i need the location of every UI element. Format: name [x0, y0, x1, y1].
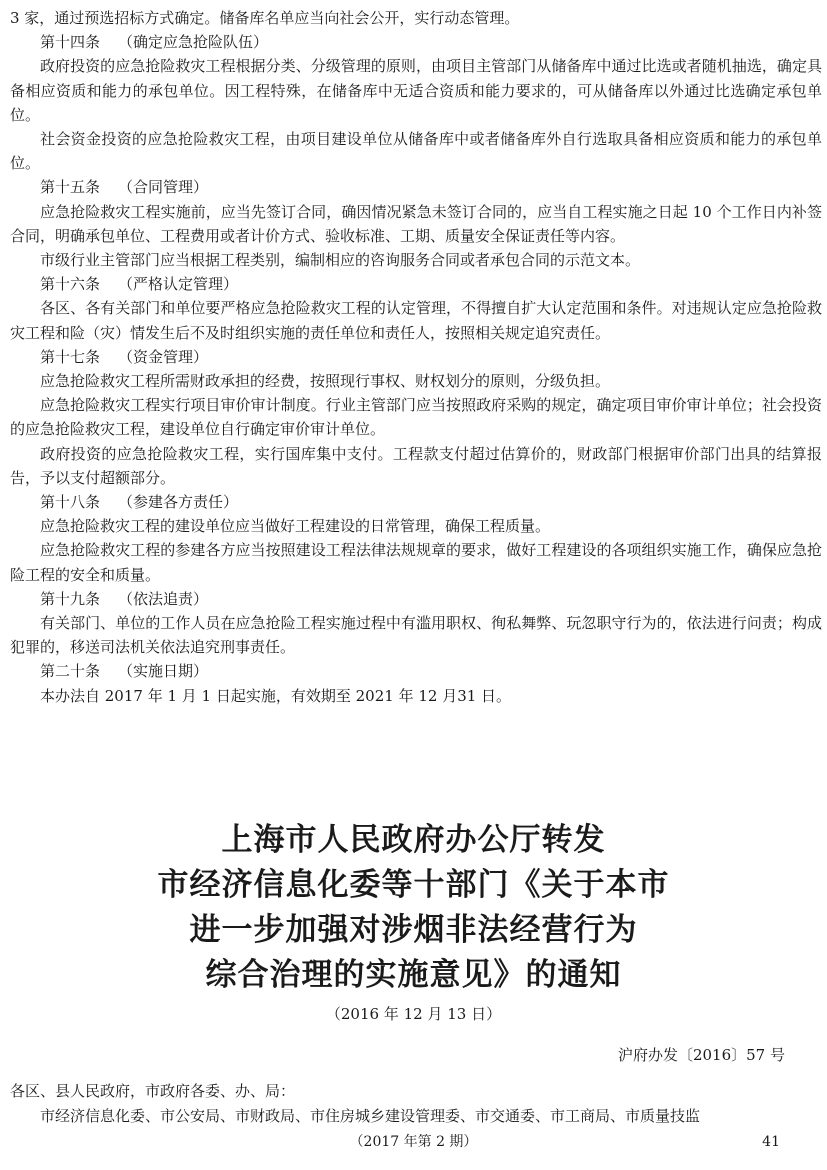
- issue-footer: （2017 年第 2 期）: [349, 1134, 478, 1150]
- addressee-line: 各区、县人民政府，市政府各委、办、局：: [10, 1082, 296, 1100]
- article-number: 第十六条: [40, 275, 101, 294]
- article-number: 第十五条: [40, 178, 101, 197]
- article-title: （确定应急抢险队伍）: [118, 33, 269, 52]
- article-title: （严格认定管理）: [118, 275, 239, 294]
- regulation-body: [10, 6, 822, 708]
- recipient-list-line: 市经济信息化委、市公安局、市财政局、市住房城乡建设管理委、市交通委、市工商局、市质量技监: [40, 1107, 701, 1125]
- article-paragraph: 政府投资的应急抢险救灾工程根据分类、分级管理的原则，由项目主管部门从储备库中通过比选或者随机抽选，确定具备相应资质和能力的承包单位。因工程特殊，在储备库中无适合资质和能力要求的，可从储备库以外通过比选确定承包单位。: [10, 57, 822, 124]
- article-heading: [10, 272, 822, 296]
- article-paragraph: 应急抢险救灾工程的参建各方应当按照建设工程法律法规规章的要求，做好工程建设的各项组织实施工作，确保应急抢险工程的安全和质量。: [10, 541, 822, 584]
- article-heading: [10, 490, 822, 514]
- article-paragraph: 社会资金投资的应急抢险救灾工程，由项目建设单位从储备库中或者储备库外自行选取具备相应资质和能力的承包单位。: [10, 130, 822, 173]
- notice-title-line-4: 综合治理的实施意见》的通知: [205, 957, 622, 993]
- article-number: 第十九条: [40, 589, 101, 608]
- article-heading: [10, 659, 822, 683]
- article-number: 第十七条: [40, 347, 101, 366]
- article-title: （合同管理）: [118, 178, 209, 197]
- document-number: 沪府办发〔2016〕57 号: [617, 1046, 785, 1064]
- article-title: （资金管理）: [118, 347, 209, 366]
- article-paragraph: 各区、各有关部门和单位要严格应急抢险救灾工程的认定管理，不得擅自扩大认定范围和条件。对违规认定应急抢险救灾工程和险（灾）情发生后不及时组织实施的责任单位和责任人，按照相关规定追究责任。: [10, 299, 822, 342]
- article-title: （实施日期）: [118, 662, 209, 681]
- continuation-paragraph: 3 家，通过预选招标方式确定。储备库名单应当向社会公开，实行动态管理。: [10, 9, 520, 27]
- article-paragraph: 政府投资的应急抢险救灾工程，实行国库集中支付。工程款支付超过估算价的，财政部门根据审价部门出具的结算报告，予以支付超额部分。: [10, 444, 822, 487]
- article-paragraph: 应急抢险救灾工程实行项目审价审计制度。行业主管部门应当按照政府采购的规定，确定项目审价审计单位；社会投资的应急抢险救灾工程，建设单位自行确定审价审计单位。: [10, 396, 822, 439]
- notice-title-line-2: 市经济信息化委等十部门《关于本市: [157, 867, 670, 903]
- article-list: [10, 30, 822, 708]
- article-number: 第十八条: [40, 493, 101, 512]
- notice-title-line-1: 上海市人民政府办公厅转发: [221, 822, 606, 858]
- article-number: 第十四条: [40, 33, 101, 52]
- article-paragraph: 本办法自 2017 年 1 月 1 日起实施，有效期至 2021 年 12 月31 日。: [40, 686, 512, 705]
- article-paragraph: 应急抢险救灾工程的建设单位应当做好工程建设的日常管理，确保工程质量。: [40, 517, 551, 536]
- article-paragraph: 市级行业主管部门应当根据工程类别，编制相应的咨询服务合同或者承包合同的示范文本。: [40, 251, 641, 270]
- article-paragraph: 应急抢险救灾工程所需财政承担的经费，按照现行事权、财权划分的原则，分级负担。: [40, 372, 611, 391]
- article-title: （参建各方责任）: [118, 493, 239, 512]
- article-heading: [10, 175, 822, 199]
- notice-date: （2016 年 12 月 13 日）: [325, 1005, 502, 1023]
- notice-title-block: [0, 818, 827, 1028]
- article-heading: [10, 587, 822, 611]
- article-heading: [10, 345, 822, 369]
- article-paragraph: 有关部门、单位的工作人员在应急抢险工程实施过程中有滥用职权、徇私舞弊、玩忽职守行为的，依法进行问责；构成犯罪的，移送司法机关依法追究刑事责任。: [10, 614, 822, 657]
- article-heading: [10, 30, 822, 54]
- page-number: 41: [762, 1134, 780, 1150]
- notice-title-line-3: 进一步加强对涉烟非法经营行为: [189, 912, 638, 948]
- article-title: （依法追责）: [118, 589, 209, 608]
- article-paragraph: 应急抢险救灾工程实施前，应当先签订合同，确因情况紧急未签订合同的，应当自工程实施之日起 10 个工作日内补签合同，明确承包单位、工程费用或者计价方式、验收标准、工期、质量安全保证责任等内容。: [10, 202, 822, 245]
- article-number: 第二十条: [40, 662, 101, 681]
